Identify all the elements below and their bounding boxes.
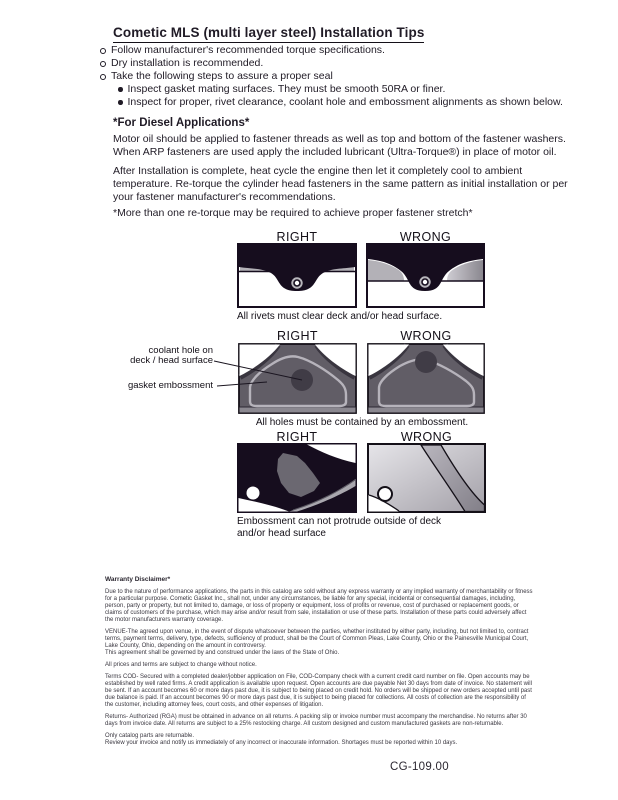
installation-tips-list [100,44,578,109]
retorque-note: *More than one re-torque may be required to achieve proper fastener stretch* [113,207,473,219]
protrusion-right-diagram [237,443,357,513]
diesel-heading: *For Diesel Applications* [113,117,250,129]
page-code: CG-109.00 [390,761,449,773]
open-bullet-icon [100,61,106,67]
filled-bullet-icon [118,87,123,92]
list-item [118,96,578,109]
bolt-hole-icon [378,487,392,501]
legal-paragraph: All prices and terms are subject to change without notice. [105,662,257,668]
tip-text: Inspect for proper, rivet clearance, coolant hole and embossment alignments as shown below. [127,96,563,108]
diesel-paragraph-1: Motor oil should be applied to fastener threads as well as top and bottom of the fastener washers. When ARP fasteners are used apply the included lubricant (Ultra-Torque®) in place of motor oil. [113,133,566,158]
legal-paragraph: Returns- Authorized (RGA) must be obtained in advance on all returns. A packing slip or invoice number must accompany the merchandise. No returns after 30 days from invoice date. All returns are subject to a 25% restocking charge. All custom designed and custom manufactured gaskets are non-returnable. [105,714,527,727]
wrong-label: WRONG [400,329,452,343]
tip-text: Follow manufacturer's recommended torque specifications. [111,44,385,56]
list-item [118,83,578,96]
right-label: RIGHT [277,329,318,343]
legal-paragraph: Review your invoice and notify us immediately of any incorrect or inaccurate information. Shortages must be reported within 10 days. [105,740,458,746]
wrong-label: WRONG [400,430,453,444]
gasket-embossment-callout: gasket embossment [127,380,213,391]
open-bullet-icon [100,74,106,80]
rivet-right-diagram [237,243,357,308]
warranty-heading: Warranty Disclaimer* [105,576,171,583]
embossment-caption: All holes must be contained by an embossment. [255,417,469,428]
page-title: Cometic MLS (multi layer steel) Installation Tips [113,25,424,43]
callout-leader-lines [205,352,315,392]
coolant-hole-callout: coolant hole on deck / head surface [130,345,213,366]
list-item [100,57,578,70]
legal-paragraph: VENUE-The agreed upon venue, in the event of dispute whatsoever between the parties, whether instituted by either party, including, but not limited to, contract terms, payment terms, delivery, type, defects, sufficiency of product, shall be the Court of Common Pleas, Lake County, Ohio or the Painesville Municipal Court, Lake County, Ohio, depending on the amount in controversy. [105,629,529,649]
legal-paragraph: This agreement shall be governed by and construed under the laws of the State of Ohio. [105,650,340,656]
list-item [100,70,578,83]
right-label: RIGHT [276,430,318,444]
diesel-paragraph-2: After Installation is complete, heat cycle the engine then let it completely cool to ambient temperature. Re-torque the cylinder head fasteners in the same pattern as initial installation or per your fastener manufacturer's recommendations. [113,165,568,203]
legal-paragraph: Terms COD- Secured with a completed dealer/jobber application on File, COD-Company check with a current credit card number on file. Open accounts may be established by well rated firms. A credit application is available upon request. Open accounts are due payable Net 30 days from date of invoice. No statement will be sent. If an account becomes 60 or more days past due, it is subject to being placed on credit hold. No orders will be shipped or new orders accepted until past due balance is paid. If an account becomes 90 or more days past due, it is subject to being placed for collections. All costs of collection are the responsibility of the customer, including attorney fees, court costs, and other expenses of litigation. [105,674,532,708]
protrusion-wrong-diagram [367,443,486,513]
tip-text: Take the following steps to assure a proper seal [111,70,333,82]
protrusion-caption: Embossment can not protrude outside of deck and/or head surface [237,516,442,539]
warranty-disclaimer-section [105,576,533,747]
coolant-hole-icon [415,351,437,373]
filled-bullet-icon [118,100,123,105]
tip-text: Inspect gasket mating surfaces. They must be smooth 50RA or finer. [127,83,446,95]
legal-paragraph: Only catalog parts are returnable. [105,733,195,739]
right-label: RIGHT [276,230,318,244]
open-bullet-icon [100,48,106,54]
tip-text: Dry installation is recommended. [111,57,264,69]
wrong-label: WRONG [399,230,452,244]
rivet-caption: All rivets must clear deck and/or head surface. [237,311,443,322]
legal-paragraph: Due to the nature of performance applications, the parts in this catalog are sold without any express warranty or any implied warranty of merchantability or fitness for a particular purpose. Cometic Gasket Inc., shall not, under any circumstances, be liable for any special, incidental or consequential damages, including, person, party or property, but not limited to, damage, or loss of property or equipment, loss of profits or revenue, cost of purchased or replacement goods, or claims of customers of the purchase, which may arise and/or result from sale, installation or use of these parts. Installation of these parts could adversely affect the motor manufacturers warranty coverage. [105,589,533,623]
list-item [100,44,578,57]
rivet-wrong-diagram [366,243,485,308]
embossment-wrong-diagram [367,343,485,414]
bolt-hole-icon [247,487,260,500]
